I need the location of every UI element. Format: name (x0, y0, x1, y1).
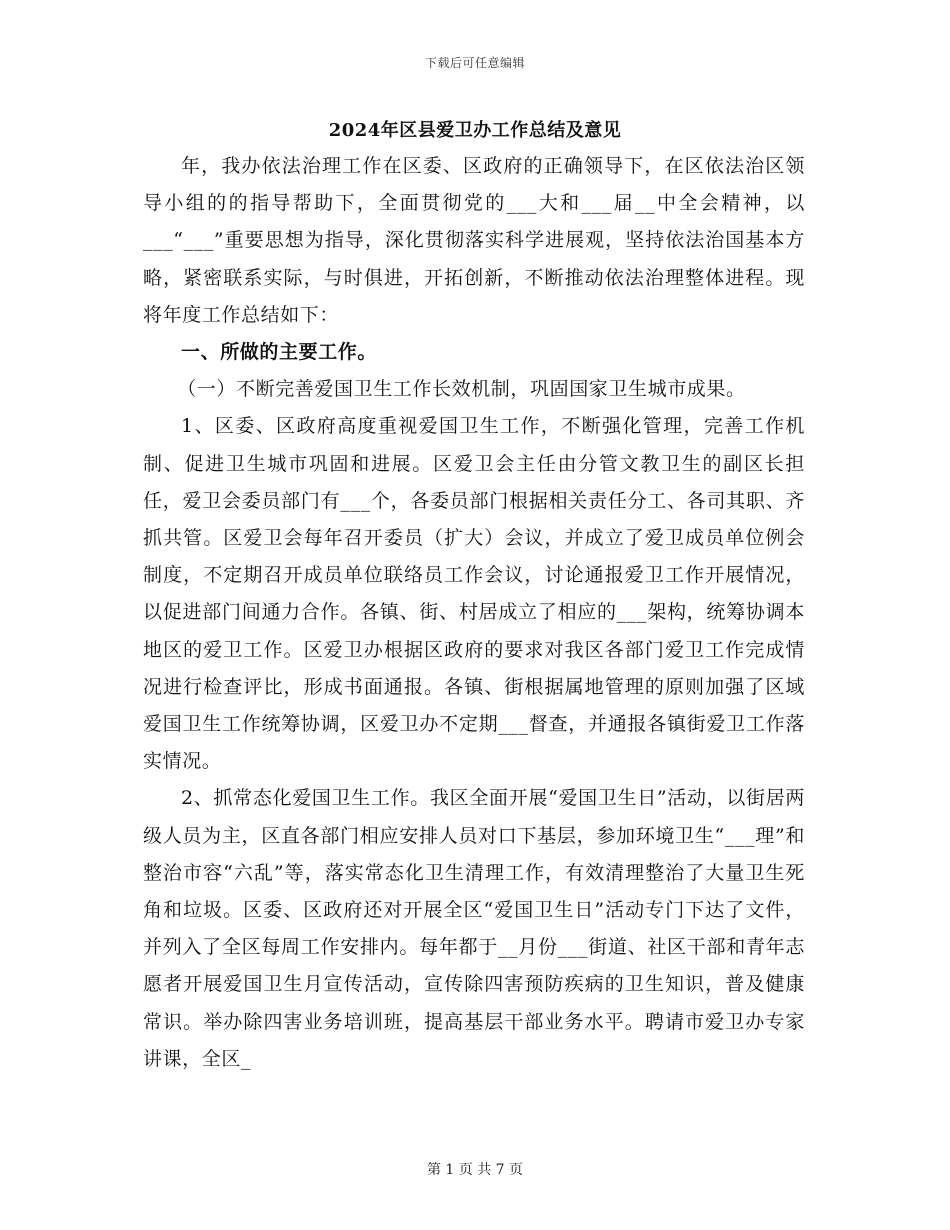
subsection-heading: （一）不断完善爱国卫生工作长效机制，巩固国家卫生城市成果。 (177, 378, 746, 401)
page-header-note: 下载后可任意编辑 (424, 56, 525, 70)
document-body (143, 148, 805, 1078)
page-number: 第 1 页 共 7 页 (426, 1162, 524, 1178)
section-heading: 一、所做的主要工作。 (181, 341, 378, 364)
document-title: 2024年区县爱卫办工作总结及意见 (328, 120, 622, 141)
intro-paragraph: 年，我办依法治理工作在区委、区政府的正确领导下，在区依法治区领导小组的的指导帮助下，全面贯彻党的___大和___届__中全会精神，以___“___”重要思想为指导，深化贯彻落实科学进展观，坚持依法治国基本方略，紧密联系实际，与时俱进，开拓创新，不断推动依法治理整体进程。现将年度工作总结如下： (143, 155, 805, 326)
body-paragraph-2: 2、抓常态化爱国卫生工作。我区全面开展“爱国卫生日”活动，以街居两级人员为主，区直各部门相应安排人员对口下基层，参加环境卫生“___理”和整治市容“六乱”等，落实常态化卫生清理工作，有效清理整治了大量卫生死角和垃圾。区委、区政府还对开展全区“爱国卫生日”活动专门下达了文件，并列入了全区每周工作安排内。每年都于__月份___街道、社区干部和青年志愿者开展爱国卫生月宣传活动，宣传除四害预防疾病的卫生知识，普及健康常识。举办除四害业务培训班，提高基层干部业务水平。聘请市爱卫办专家讲课，全区_ (143, 787, 805, 1070)
body-paragraph-1: 1、区委、区政府高度重视爱国卫生工作，不断强化管理，完善工作机制、促进卫生城市巩固和进展。区爱卫会主任由分管文教卫生的副区长担任，爱卫会委员部门有___个，各委员部门根据相关责任分工、各司其职、齐抓共管。区爱卫会每年召开委员（扩大）会议，并成立了爱卫成员单位例会制度，不定期召开成员单位联络员工作会议，讨论通报爱卫工作开展情况，以促进部门间通力合作。各镇、街、村居成立了相应的___架构，统筹协调本地区的爱卫工作。区爱卫办根据区政府的要求对我区各部门爱卫工作完成情况进行检查评比，形成书面通报。各镇、街根据属地管理的原则加强了区域爱国卫生工作统筹协调，区爱卫办不定期___督查，并通报各镇街爱卫工作落实情况。 (143, 415, 805, 773)
